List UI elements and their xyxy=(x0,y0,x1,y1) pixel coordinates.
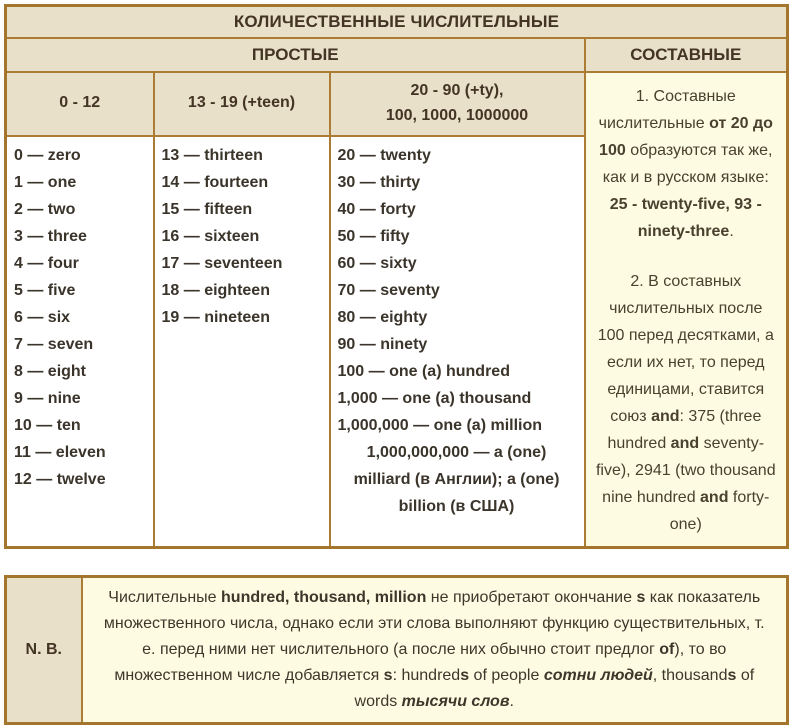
text-segment: s xyxy=(636,588,646,606)
text-segment: 25 - twenty-five, 93 - ninety-three xyxy=(609,195,762,240)
numeral-item: 19 — nineteen xyxy=(161,308,270,326)
numeral-item: 9 — nine xyxy=(14,389,81,407)
numeral-item: 10 — ten xyxy=(14,416,81,434)
text-segment: of words xyxy=(354,666,755,710)
column-header-20-90-line1: 20 - 90 (+ty), xyxy=(410,81,504,99)
numeral-item: 4 — four xyxy=(14,254,79,272)
text-segment: Числительные xyxy=(108,588,222,606)
nota-bene-text-cell xyxy=(82,576,788,723)
text-segment: как показатель множественного числа, однако если эти слова выполняют функцию существительных, т. е. перед ними нет числительного (а после них обычно стоит предлог xyxy=(103,588,765,658)
text-segment: образуются так же, как и в русском языке: xyxy=(602,141,773,186)
column-header-20-90 xyxy=(330,72,585,136)
text-segment: s xyxy=(460,666,470,684)
numeral-item: 100 — one (a) hundred xyxy=(337,362,510,380)
text-segment: , thousand xyxy=(652,666,728,684)
text-segment: seventy-five), 2941 (two thousand nine hundred xyxy=(595,434,776,506)
text-segment: and xyxy=(651,407,680,425)
numeral-item: 40 — forty xyxy=(337,200,416,218)
group-header-row xyxy=(6,38,788,72)
numeral-item: 1,000,000 — one (a) million xyxy=(337,416,543,434)
text-segment: s xyxy=(383,666,393,684)
compound-notes-cell xyxy=(585,72,788,548)
numeral-item-billion: 1,000,000,000 — a (one) milliard (в Англии); a (one) billion (в США) xyxy=(353,443,560,515)
text-segment: от 20 до 100 xyxy=(599,114,773,159)
text-segment: hundred, thousand, million xyxy=(221,588,427,606)
nota-bene-row xyxy=(6,576,788,723)
simple-group-header: ПРОСТЫЕ xyxy=(6,38,585,72)
numeral-item: 1,000 — one (a) thousand xyxy=(337,389,532,407)
column-header-row xyxy=(6,72,788,136)
numeral-item: 8 — eight xyxy=(14,362,87,380)
numeral-item: 12 — twelve xyxy=(14,470,106,488)
text-segment: forty-one) xyxy=(669,488,770,533)
text-segment: 2. В составных числительных после 100 перед десятками, а если их нет, то перед единицами, ставится союз xyxy=(597,272,774,425)
numeral-item: 16 — sixteen xyxy=(161,227,260,245)
numeral-item: 20 — twenty xyxy=(337,146,431,164)
text-segment: and xyxy=(700,488,729,506)
title-row xyxy=(6,6,788,38)
numerals-20-90-cell xyxy=(330,136,585,547)
numerals-table xyxy=(4,4,789,549)
compound-note-1 xyxy=(595,83,778,245)
text-segment: не приобретают окончание xyxy=(426,588,637,606)
text-segment: : 375 (three hundred xyxy=(607,407,762,452)
numeral-item: 3 — three xyxy=(14,227,87,245)
numeral-item: 90 — ninety xyxy=(337,335,428,353)
column-header-13-19: 13 - 19 (+teen) xyxy=(154,72,330,136)
numeral-item: 80 — eighty xyxy=(337,308,428,326)
numeral-item: 0 — zero xyxy=(14,146,81,164)
nota-bene-table xyxy=(4,575,789,725)
table-title: КОЛИЧЕСТВЕННЫЕ ЧИСЛИТЕЛЬНЫЕ xyxy=(6,6,788,38)
compound-group-header: СОСТАВНЫЕ xyxy=(585,38,788,72)
text-segment: and xyxy=(670,434,700,452)
numeral-item: 60 — sixty xyxy=(337,254,417,272)
text-segment: . xyxy=(729,222,734,240)
numerals-13-19-cell xyxy=(154,136,330,547)
nota-bene-text xyxy=(97,585,773,715)
text-segment: s xyxy=(727,666,737,684)
numerals-0-12-cell xyxy=(6,136,154,547)
numerals-20-90-list xyxy=(338,142,580,439)
numeral-item: 18 — eighteen xyxy=(161,281,270,299)
text-segment: тысячи слов xyxy=(401,692,510,710)
text-segment: ), то во множественном числе добавляется xyxy=(114,640,727,684)
text-segment: : hundred xyxy=(392,666,461,684)
numeral-item: 5 — five xyxy=(14,281,76,299)
text-segment: of xyxy=(659,640,675,658)
text-segment: сотни людей xyxy=(543,666,653,684)
numeral-item: 1 — one xyxy=(14,173,77,191)
numeral-item: 50 — fifty xyxy=(337,227,410,245)
numeral-item: 14 — fourteen xyxy=(161,173,269,191)
numeral-item: 2 — two xyxy=(14,200,76,218)
compound-note-2 xyxy=(595,268,778,538)
nota-bene-label: N. B. xyxy=(6,576,82,723)
column-header-0-12: 0 - 12 xyxy=(6,72,154,136)
numeral-item: 15 — fifteen xyxy=(161,200,253,218)
numeral-item: 6 — six xyxy=(14,308,71,326)
numeral-item: 7 — seven xyxy=(14,335,94,353)
column-header-20-90-line2: 100, 1000, 1000000 xyxy=(385,106,529,124)
numeral-item: 13 — thirteen xyxy=(161,146,263,164)
text-segment: 1. Составные числительные xyxy=(598,87,736,132)
text-segment: of people xyxy=(469,666,544,684)
numeral-item: 11 — eleven xyxy=(14,443,106,461)
numeral-item: 30 — thirty xyxy=(337,173,421,191)
numeral-item: 70 — seventy xyxy=(337,281,440,299)
text-segment: . xyxy=(509,692,514,710)
numeral-item: 17 — seventeen xyxy=(161,254,283,272)
